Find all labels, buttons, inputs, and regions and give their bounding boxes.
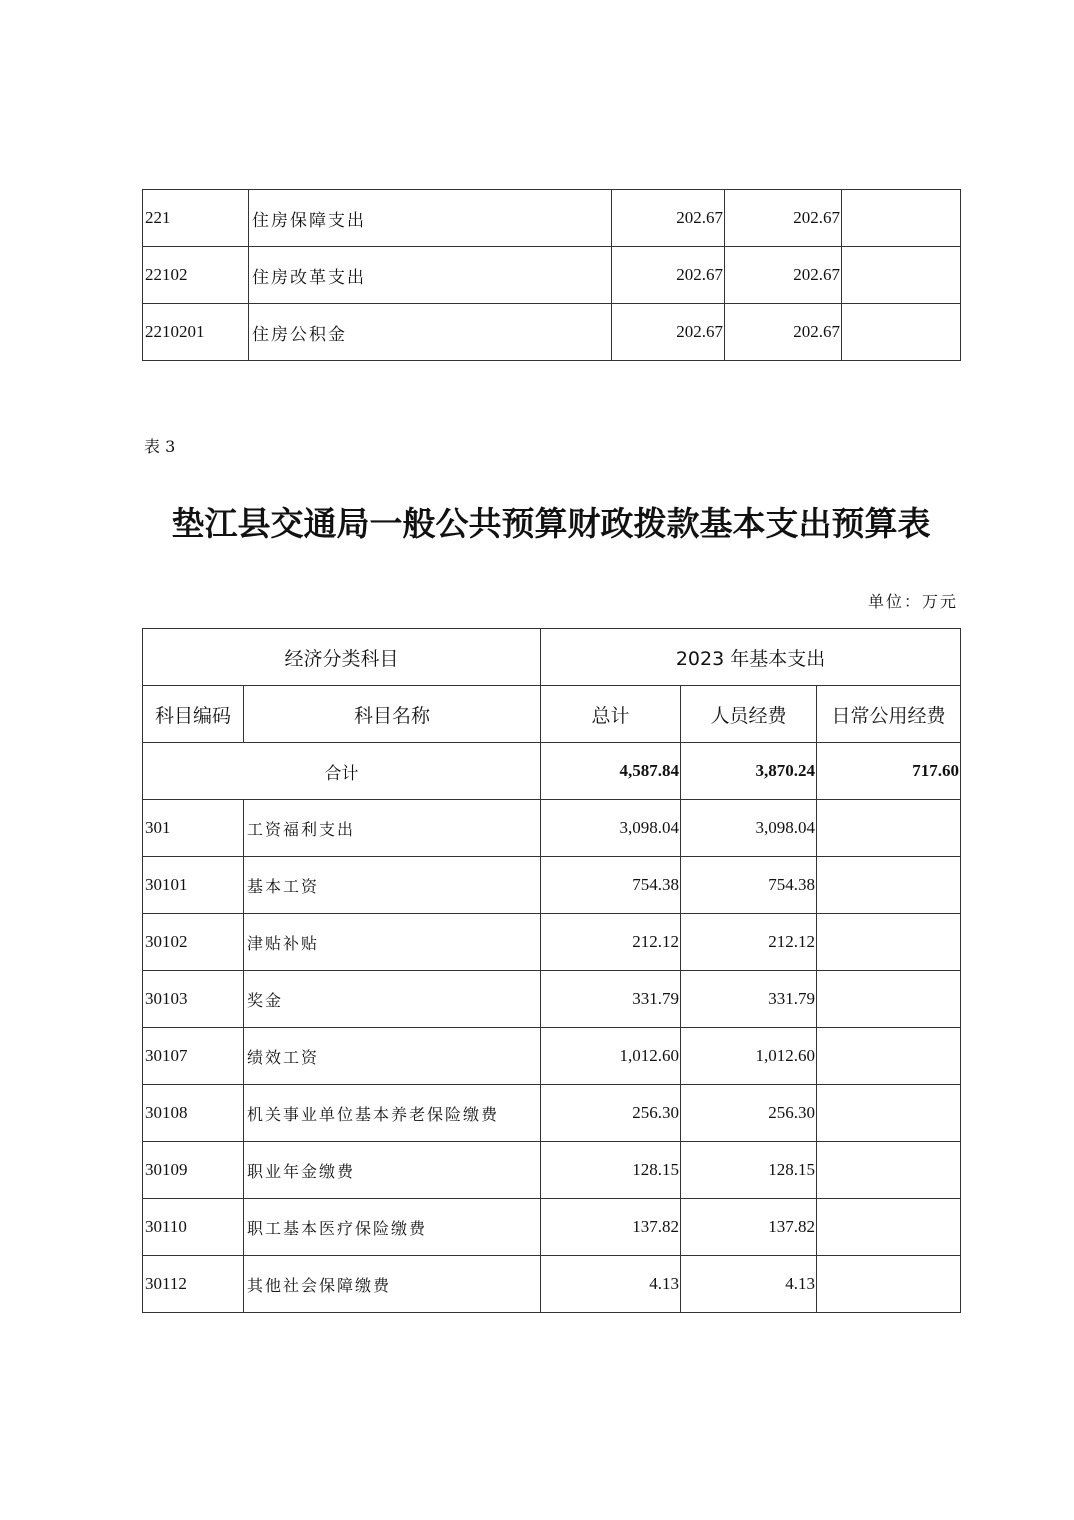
- header-econ-class: 经济分类科目: [143, 629, 541, 686]
- row-total: 212.12: [541, 914, 681, 971]
- row-personnel: 331.79: [681, 971, 817, 1028]
- row-name: 工资福利支出: [244, 800, 541, 857]
- row-code: 2210201: [143, 304, 249, 361]
- row-total: 331.79: [541, 971, 681, 1028]
- row-code: 301: [143, 800, 244, 857]
- row-total: 202.67: [612, 304, 725, 361]
- table-row: [143, 190, 961, 247]
- row-public: [817, 971, 961, 1028]
- row-personnel: 4.13: [681, 1256, 817, 1313]
- table-row: [143, 247, 961, 304]
- row-total: 754.38: [541, 857, 681, 914]
- row-code: 30109: [143, 1142, 244, 1199]
- header-personnel: 人员经费: [681, 686, 817, 743]
- totals-label: 合计: [143, 743, 541, 800]
- table-row: [143, 857, 961, 914]
- row-public: [817, 800, 961, 857]
- row-public: [817, 1085, 961, 1142]
- table-row: [143, 1199, 961, 1256]
- row-public: [842, 190, 961, 247]
- row-name: 住房公积金: [249, 304, 612, 361]
- row-total: 202.67: [612, 190, 725, 247]
- row-personnel: 202.67: [725, 304, 842, 361]
- budget-table: [142, 628, 961, 1313]
- table-row: [143, 914, 961, 971]
- header-row-columns: [143, 686, 961, 743]
- table-row: [143, 971, 961, 1028]
- row-total: 137.82: [541, 1199, 681, 1256]
- row-public: [817, 857, 961, 914]
- row-personnel: 137.82: [681, 1199, 817, 1256]
- table-row: [143, 1085, 961, 1142]
- table-row: [143, 304, 961, 361]
- row-personnel: 1,012.60: [681, 1028, 817, 1085]
- table-row: [143, 1142, 961, 1199]
- row-code: 22102: [143, 247, 249, 304]
- table-row: [143, 800, 961, 857]
- table-row: [143, 1256, 961, 1313]
- row-name: 住房保障支出: [249, 190, 612, 247]
- row-personnel: 202.67: [725, 247, 842, 304]
- row-personnel: 754.38: [681, 857, 817, 914]
- row-code: 30102: [143, 914, 244, 971]
- row-name: 职工基本医疗保险缴费: [244, 1199, 541, 1256]
- header-total: 总计: [541, 686, 681, 743]
- row-name: 津贴补贴: [244, 914, 541, 971]
- row-total: 256.30: [541, 1085, 681, 1142]
- totals-total: 4,587.84: [541, 743, 681, 800]
- header-code: 科目编码: [143, 686, 244, 743]
- row-name: 绩效工资: [244, 1028, 541, 1085]
- row-personnel: 202.67: [725, 190, 842, 247]
- page-title: 垫江县交通局一般公共预算财政拨款基本支出预算表: [171, 504, 931, 543]
- row-personnel: 128.15: [681, 1142, 817, 1199]
- row-code: 30103: [143, 971, 244, 1028]
- row-personnel: 212.12: [681, 914, 817, 971]
- row-total: 202.67: [612, 247, 725, 304]
- table-row: [143, 1028, 961, 1085]
- row-public: [817, 1199, 961, 1256]
- row-code: 30110: [143, 1199, 244, 1256]
- table-number-label: 表 3: [144, 437, 176, 456]
- row-total: 3,098.04: [541, 800, 681, 857]
- row-code: 30108: [143, 1085, 244, 1142]
- row-public: [817, 1142, 961, 1199]
- row-public: [842, 247, 961, 304]
- row-total: 128.15: [541, 1142, 681, 1199]
- row-code: 221: [143, 190, 249, 247]
- totals-personnel: 3,870.24: [681, 743, 817, 800]
- row-personnel: 256.30: [681, 1085, 817, 1142]
- header-name: 科目名称: [244, 686, 541, 743]
- totals-row: [143, 743, 961, 800]
- row-name: 住房改革支出: [249, 247, 612, 304]
- row-public: [817, 914, 961, 971]
- row-name: 其他社会保障缴费: [244, 1256, 541, 1313]
- row-name: 奖金: [244, 971, 541, 1028]
- header-year-expense: 2023 年基本支出: [541, 629, 961, 686]
- row-code: 30107: [143, 1028, 244, 1085]
- row-total: 1,012.60: [541, 1028, 681, 1085]
- totals-public: 717.60: [817, 743, 961, 800]
- row-public: [817, 1256, 961, 1313]
- row-personnel: 3,098.04: [681, 800, 817, 857]
- unit-label: 单位：万元: [867, 592, 958, 611]
- row-code: 30112: [143, 1256, 244, 1313]
- header-row-group: [143, 629, 961, 686]
- row-name: 职业年金缴费: [244, 1142, 541, 1199]
- row-public: [842, 304, 961, 361]
- row-code: 30101: [143, 857, 244, 914]
- continuation-table: [142, 189, 961, 361]
- row-name: 基本工资: [244, 857, 541, 914]
- row-total: 4.13: [541, 1256, 681, 1313]
- row-name: 机关事业单位基本养老保险缴费: [244, 1085, 541, 1142]
- header-public: 日常公用经费: [817, 686, 961, 743]
- row-public: [817, 1028, 961, 1085]
